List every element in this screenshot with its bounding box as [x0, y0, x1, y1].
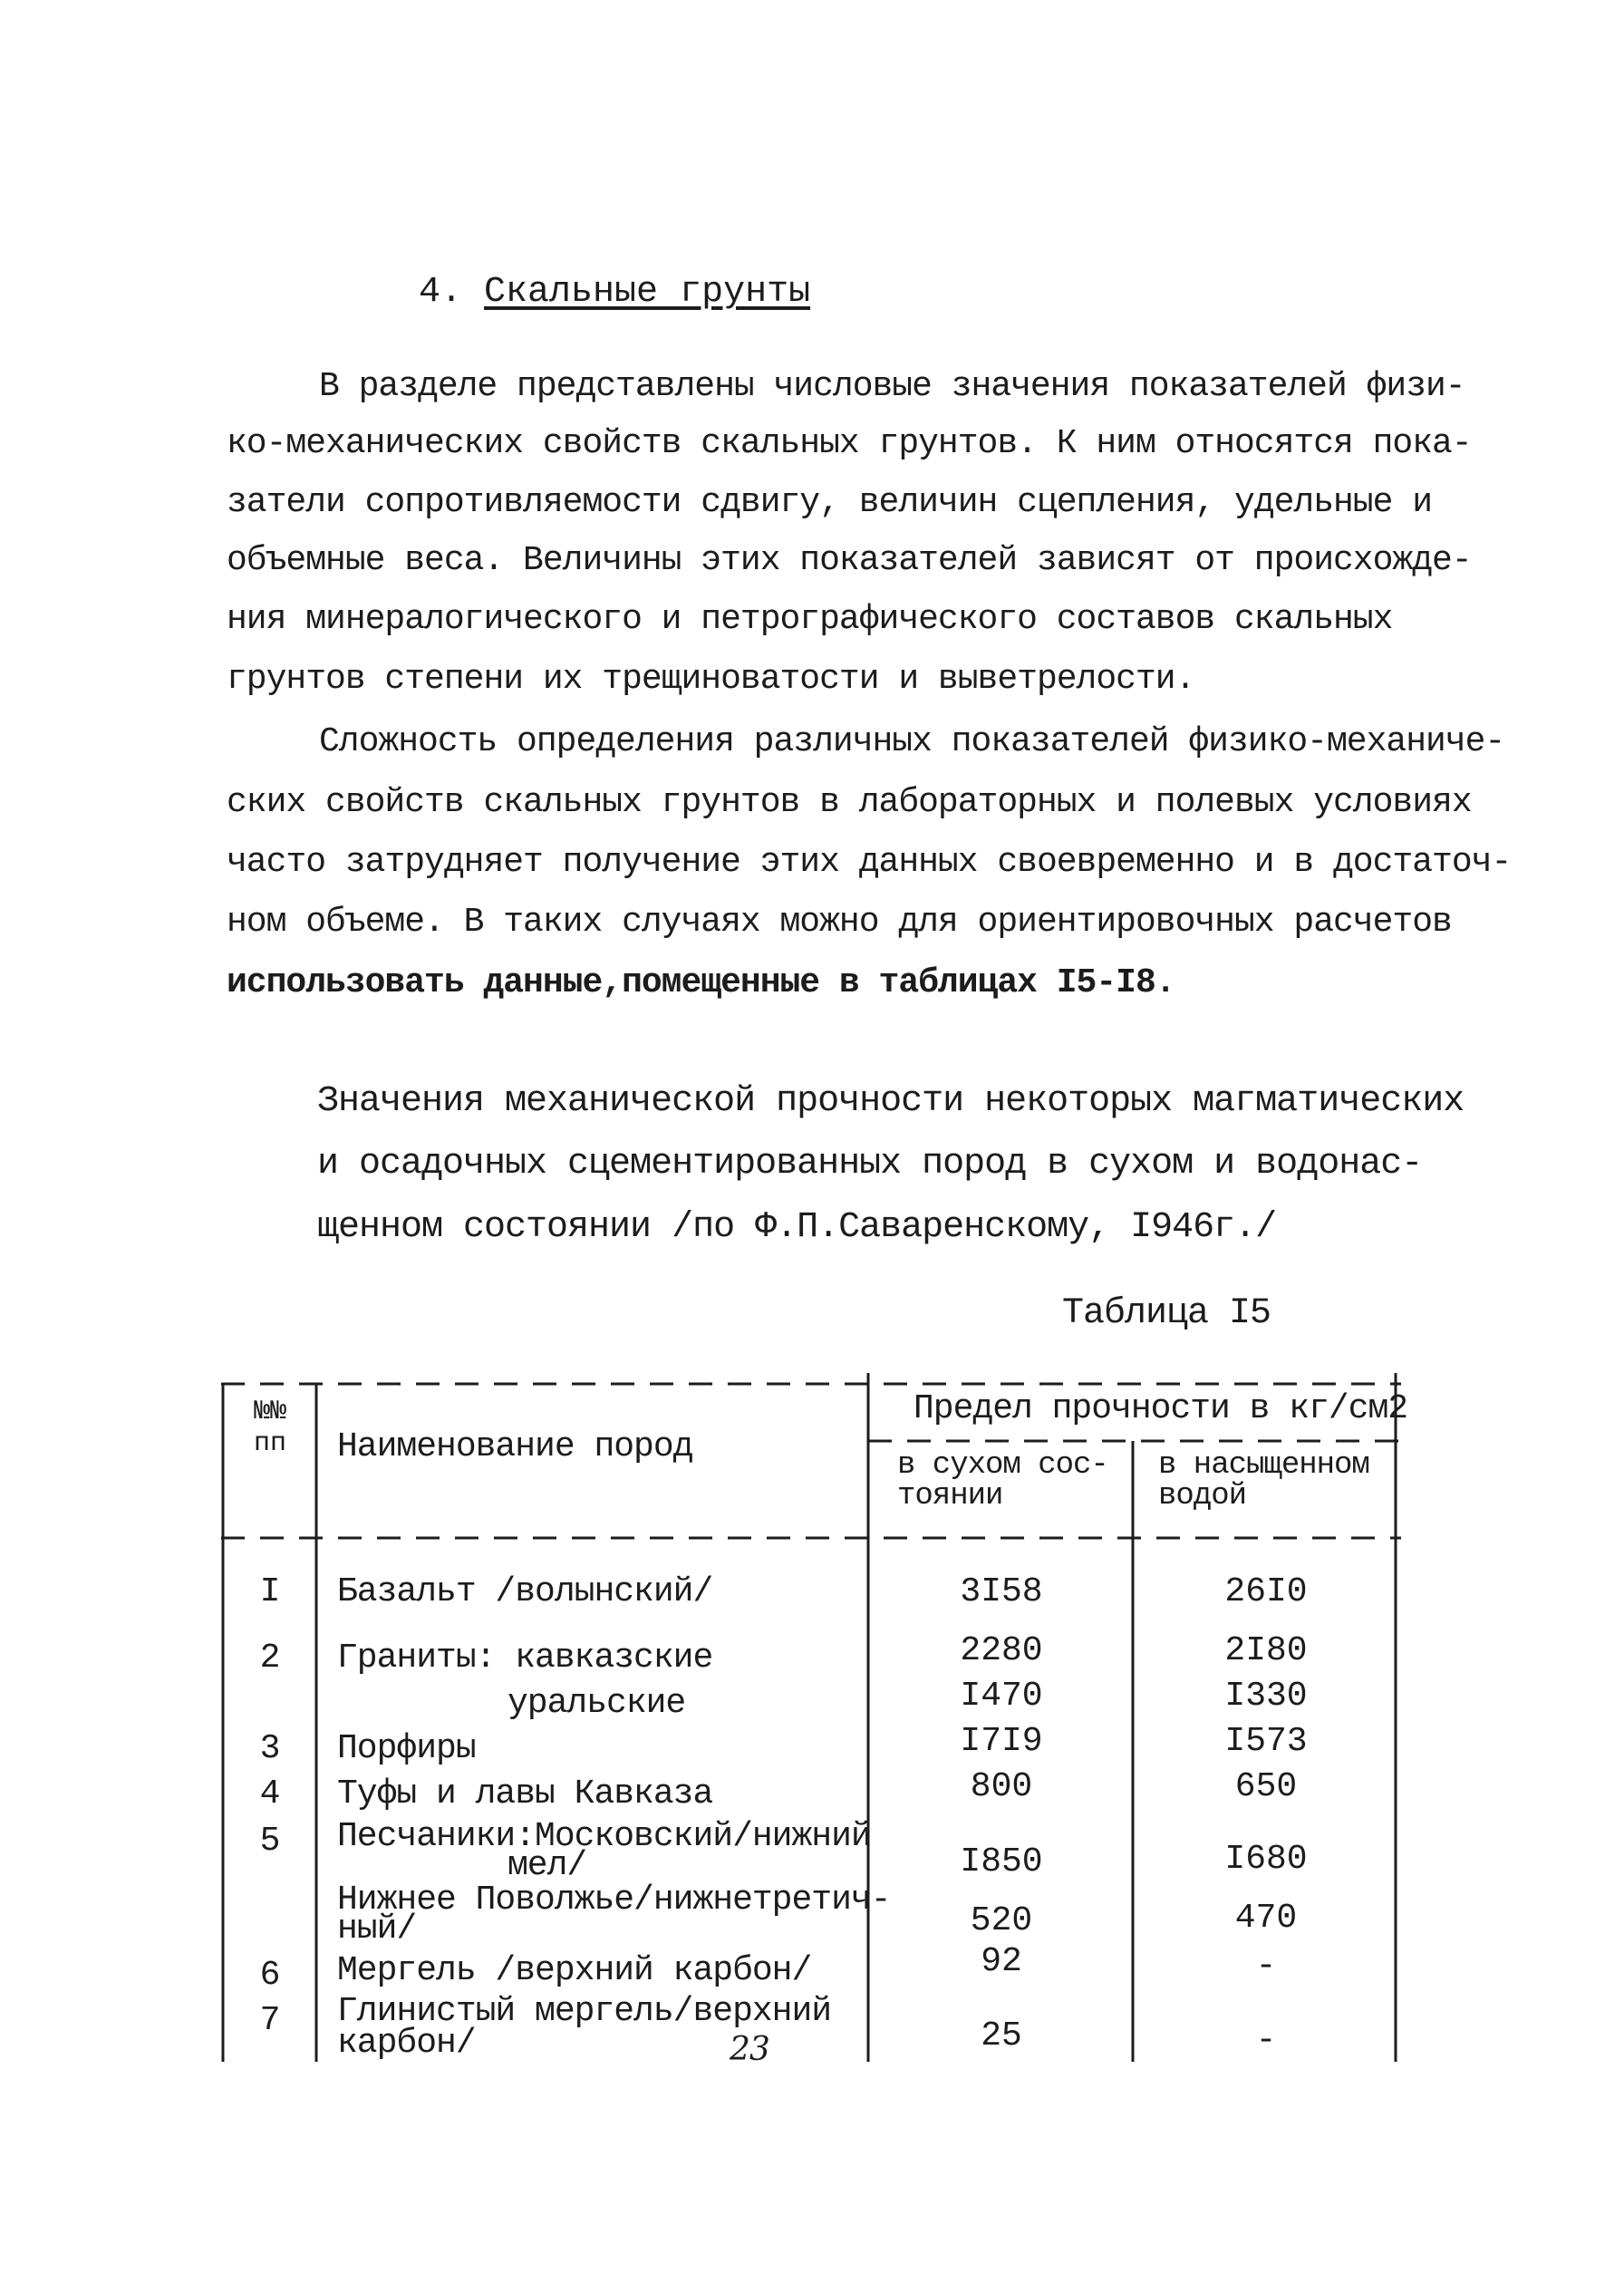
row-wet-value: I573 [1224, 1722, 1308, 1761]
paragraph-line: использовать данные,помещенные в таблицах I5-I8. [227, 963, 1175, 1002]
paragraph-line: часто затрудняет получение этих данных своевременно и в достаточ- [227, 843, 1512, 882]
row-name-cont: мел/ [508, 1846, 587, 1885]
header-group: Предел прочности в кг/см2 [914, 1389, 1408, 1428]
row-dry-value: 800 [970, 1767, 1033, 1806]
paragraph-line: ния минералогического и петрографического составов скальных [227, 600, 1393, 639]
row-dry-value: I7I9 [960, 1722, 1043, 1761]
row-dry-value: 25 [981, 2016, 1022, 2055]
row-number: 5 [259, 1822, 281, 1861]
row-name-cont: карбон/ [337, 2024, 476, 2063]
row-number: 4 [259, 1774, 281, 1813]
row-wet-value: - [1255, 1947, 1277, 1986]
paragraph-line: ских свойств скальных грунтов в лабораторных и полевых условиях [227, 783, 1472, 822]
row-number: 7 [259, 2001, 281, 2040]
row-name: Мергель /верхний карбон/ [337, 1951, 812, 1990]
header-wet-line2: водой [1158, 1479, 1247, 1513]
header-name: Наименование пород [337, 1427, 693, 1466]
paragraph-line: В разделе представлены числовые значения показателей физи- [319, 367, 1465, 406]
paragraph-line: ном объеме. В таких случаях можно для ориентировочных расчетов [227, 903, 1452, 942]
paragraph-line: объемные веса. Величины этих показателей зависят от происхожде- [227, 541, 1472, 580]
row-name: Порфиры [337, 1729, 476, 1768]
header-dry-line2: тоянии [897, 1479, 1003, 1513]
page-number: 23 [730, 2031, 769, 2068]
row-name: Туфы и лавы Кавказа [337, 1774, 713, 1813]
row-name: Песчаники:Московский/нижний [337, 1817, 871, 1856]
row-number: 2 [259, 1639, 281, 1678]
row-wet-value: I680 [1224, 1840, 1308, 1879]
header-wet-line1: в насыщенном [1158, 1448, 1369, 1483]
row-name: Нижнее Поволжье/нижнетретич- [337, 1881, 891, 1919]
paragraph-line: Сложность определения различных показателей физико-механиче- [319, 722, 1505, 761]
row-dry-value: 3I58 [960, 1572, 1043, 1611]
row-dry-value: I470 [960, 1677, 1043, 1716]
table-label: Таблица I5 [1062, 1293, 1271, 1334]
row-wet-value: I330 [1224, 1677, 1308, 1716]
row-dry-value: 92 [981, 1942, 1022, 1981]
paragraph-line: затели сопротивляемости сдвигу, величин сцепления, удельные и [227, 483, 1433, 522]
row-name: Базальт /волынский/ [337, 1572, 713, 1611]
row-name: Глинистый мергель/верхний [337, 1992, 832, 2031]
row-wet-value: - [1255, 2021, 1277, 2060]
caption-line: Значения механической прочности некоторых магматических [317, 1081, 1464, 1122]
row-wet-value: 2I80 [1224, 1631, 1308, 1670]
row-wet-value: 470 [1234, 1899, 1298, 1938]
row-wet-value: 650 [1234, 1767, 1298, 1806]
paragraph-line: ко-механических свойств скальных грунтов. К ним относятся пока- [227, 424, 1472, 463]
header-num-line2: пп [253, 1428, 286, 1459]
header-dry-line1: в сухом сос- [897, 1448, 1108, 1483]
row-number: I [259, 1572, 281, 1611]
row-dry-value: 520 [970, 1901, 1033, 1940]
row-dry-value: 2280 [960, 1631, 1043, 1670]
row-number: 6 [259, 1956, 281, 1995]
header-num-line1: №№ [253, 1397, 286, 1427]
caption-line: и осадочных сцементированных пород в сухом и водонас- [317, 1144, 1423, 1185]
paragraph-line: грунтов степени их трещиноватости и выветрелости. [227, 660, 1195, 699]
row-number: 3 [259, 1729, 281, 1768]
caption-line: щенном состоянии /по Ф.П.Саваренскому, I946г./ [317, 1207, 1277, 1248]
row-wet-value: 26I0 [1224, 1572, 1308, 1611]
row-dry-value: I850 [960, 1842, 1043, 1881]
row-name-cont: ный/ [337, 1910, 417, 1948]
section-number: 4. [419, 272, 463, 313]
section-title: Скальные грунты [484, 272, 811, 313]
row-name: Граниты: кавказские [337, 1639, 713, 1678]
row-name: уральские [508, 1684, 686, 1723]
